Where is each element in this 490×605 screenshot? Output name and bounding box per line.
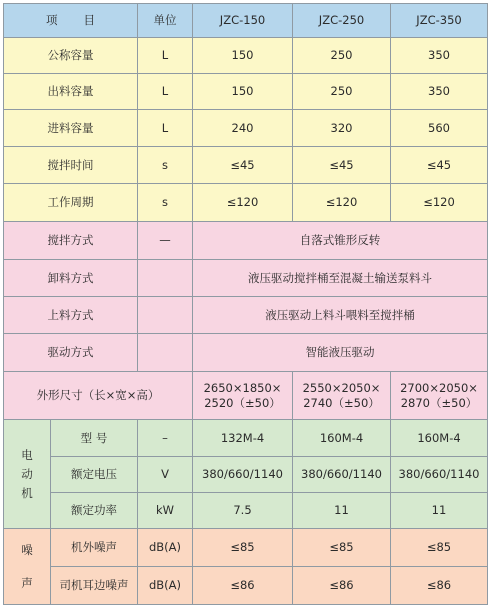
row-unit: V [138, 457, 193, 493]
row-value: ≤86 [391, 567, 488, 605]
row-value: 150 [193, 74, 293, 110]
row-label: 公称容量 [4, 38, 138, 74]
row-label: 司机耳边噪声 [51, 567, 138, 605]
row-value: 160M-4 [391, 420, 488, 457]
row-label: 工作周期 [4, 184, 138, 222]
row-value: ≤120 [293, 184, 391, 222]
table-row [4, 493, 488, 529]
row-label: 搅拌时间 [4, 147, 138, 184]
header-model-2: JZC-250 [293, 4, 391, 38]
header-unit: 单位 [138, 4, 193, 38]
row-value: 11 [293, 493, 391, 529]
header-model-1: JZC-150 [193, 4, 293, 38]
row-unit: dB(A) [138, 567, 193, 605]
table-row [4, 38, 488, 74]
motor-group-label: 电 动 机 [4, 420, 51, 529]
row-value: ≤45 [391, 147, 488, 184]
row-value: ≤120 [193, 184, 293, 222]
row-value: ≤86 [193, 567, 293, 605]
row-value: 2700×2050× 2870（±50） [391, 372, 488, 420]
row-label: 型 号 [51, 420, 138, 457]
row-unit [138, 297, 193, 334]
row-value: 560 [391, 110, 488, 147]
row-value: 2550×2050× 2740（±50） [293, 372, 391, 420]
row-unit: kW [138, 493, 193, 529]
row-unit: – [138, 420, 193, 457]
row-unit: — [138, 222, 193, 260]
row-value: 液压驱动上料斗喂料至搅拌桶 [193, 297, 488, 334]
row-value: 350 [391, 74, 488, 110]
table-row [4, 74, 488, 110]
row-value: 350 [391, 38, 488, 74]
row-value: ≤85 [193, 529, 293, 567]
header-item: 项 目 [4, 4, 138, 38]
row-unit: L [138, 38, 193, 74]
spec-table [3, 3, 488, 605]
table-row [4, 372, 488, 420]
row-unit: dB(A) [138, 529, 193, 567]
table-row [4, 260, 488, 297]
table-row [4, 222, 488, 260]
row-value: 250 [293, 74, 391, 110]
row-unit: s [138, 184, 193, 222]
row-label: 外形尺寸（长×宽×高） [4, 372, 193, 420]
header-model-3: JZC-350 [391, 4, 488, 38]
row-value: 11 [391, 493, 488, 529]
row-value: 380/660/1140 [293, 457, 391, 493]
row-unit [138, 260, 193, 297]
row-value: 132M-4 [193, 420, 293, 457]
row-value: 150 [193, 38, 293, 74]
row-label: 驱动方式 [4, 334, 138, 372]
row-value: 液压驱动搅拌桶至混凝土输送泵料斗 [193, 260, 488, 297]
table-row [4, 567, 488, 605]
row-label: 搅拌方式 [4, 222, 138, 260]
noise-group-label: 噪 声 [4, 529, 51, 605]
row-value: 7.5 [193, 493, 293, 529]
row-value: 自落式锥形反转 [193, 222, 488, 260]
row-value: ≤45 [293, 147, 391, 184]
row-value: 320 [293, 110, 391, 147]
row-label: 卸料方式 [4, 260, 138, 297]
table-row [4, 110, 488, 147]
row-unit: L [138, 110, 193, 147]
row-value: 380/660/1140 [193, 457, 293, 493]
row-value: 380/660/1140 [391, 457, 488, 493]
header-row [4, 4, 488, 38]
row-value: 160M-4 [293, 420, 391, 457]
row-value: 240 [193, 110, 293, 147]
table-row [4, 147, 488, 184]
row-value: ≤85 [293, 529, 391, 567]
table-row [4, 529, 488, 567]
row-label: 上料方式 [4, 297, 138, 334]
row-value: ≤86 [293, 567, 391, 605]
row-value: 2650×1850× 2520（±50） [193, 372, 293, 420]
table-row [4, 334, 488, 372]
row-value: ≤85 [391, 529, 488, 567]
table-row [4, 420, 488, 457]
row-label: 进料容量 [4, 110, 138, 147]
row-label: 额定功率 [51, 493, 138, 529]
row-unit [138, 334, 193, 372]
row-unit: s [138, 147, 193, 184]
row-label: 出料容量 [4, 74, 138, 110]
table-row [4, 297, 488, 334]
table-row [4, 457, 488, 493]
row-value: ≤120 [391, 184, 488, 222]
row-value: ≤45 [193, 147, 293, 184]
row-label: 额定电压 [51, 457, 138, 493]
row-value: 智能液压驱动 [193, 334, 488, 372]
row-unit: L [138, 74, 193, 110]
table-row [4, 184, 488, 222]
row-value: 250 [293, 38, 391, 74]
row-label: 机外噪声 [51, 529, 138, 567]
